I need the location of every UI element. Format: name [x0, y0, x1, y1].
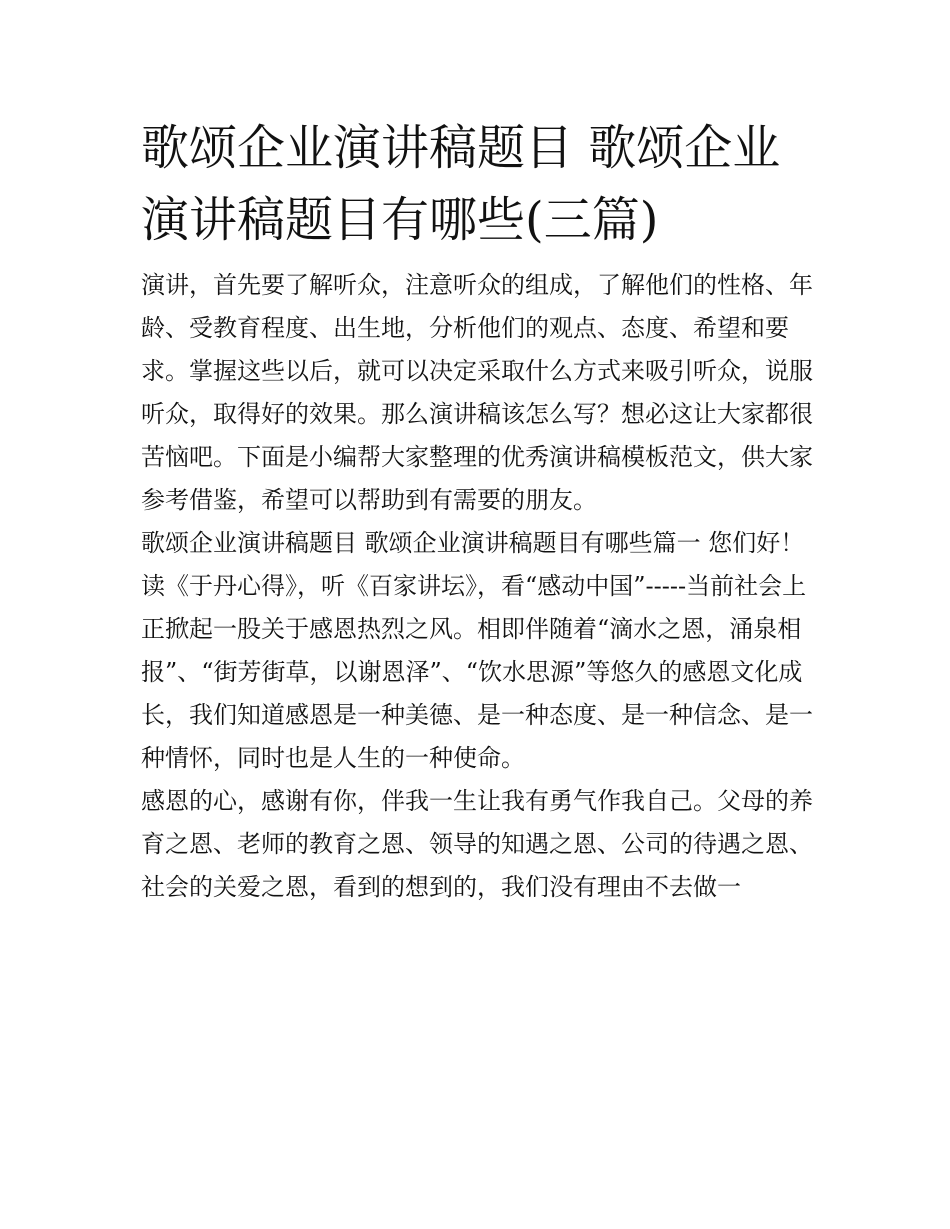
document-title: 歌颂企业演讲稿题目 歌颂企业演讲稿题目有哪些(三篇) — [141, 120, 781, 248]
body-paragraph-grateful-heart: 感恩的心，感谢有你，伴我一生让我有勇气作我自己。父母的养育之恩、老师的教育之恩、领导的知遇之恩、公司的待遇之恩、社会的关爱之恩，看到的想到的，我们没有理由不去做一 — [141, 787, 813, 901]
document-body — [141, 112, 816, 909]
intro-paragraph: 演讲，首先要了解听众，注意听众的组成，了解他们的性格、年龄、受教育程度、出生地，分析他们的观点、态度、希望和要求。掌握这些以后，就可以决定采取什么方式来吸引听众，说服听众，取得好的效果。那么演讲稿该怎么写？想必这让大家都很苦恼吧。下面是小编帮大家整理的优秀演讲稿模板范文，供大家参考借鉴，希望可以帮助到有需要的朋友。 — [141, 271, 813, 514]
section-heading-paragraph: 歌颂企业演讲稿题目 歌颂企业演讲稿题目有哪些篇一 您们好！ — [141, 529, 805, 557]
body-paragraph-gratitude-culture: 读《于丹心得》，听《百家讲坛》，看“感动中国”-----当前社会上正掀起一股关于感恩热烈之风。相即伴随着“滴水之恩，涌泉相报”、“街芳街草，以谢恩泽”、“饮水思源”等悠久的感恩文化成长，我们知道感恩是一种美德、是一种态度、是一种信念、是一种情怀，同时也是人生的一种使命。 — [141, 572, 813, 772]
